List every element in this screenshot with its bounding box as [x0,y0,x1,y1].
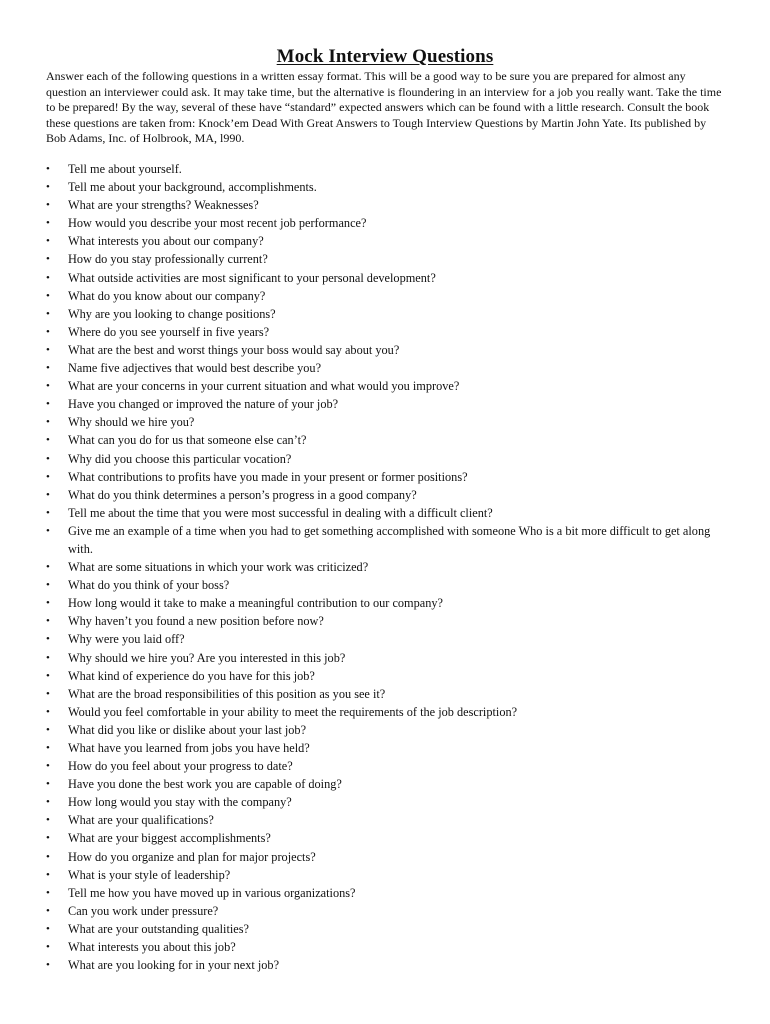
question-item [46,685,726,703]
question-text: What contributions to profits have you made in your present or former positions? [68,469,468,484]
bullet-icon: • [46,742,50,754]
bullet-icon: • [46,814,50,827]
question-item [46,395,726,413]
bullet-icon: • [46,778,50,791]
question-item [46,486,726,504]
question-list [46,160,726,974]
question-item [46,920,726,938]
question-item [46,956,726,974]
bullet-icon: • [46,850,50,863]
question-text: What are you looking for in your next job? [68,958,280,973]
question-text: What do you think determines a person’s progress in a good company? [68,487,417,502]
question-item [46,323,726,341]
bullet-icon: • [46,380,50,393]
question-text: What interests you about this job? [68,940,236,955]
bullet-icon: • [46,868,50,881]
question-text: Give me an example of a time when you had to get something accomplished with someone Who is a bit more difficult to get along with. [68,523,711,556]
question-text: What is your style of leadership? [68,867,231,882]
page-title: Mock Interview Questions [276,46,494,67]
question-item [46,450,726,468]
question-text: Why did you choose this particular vocation? [68,451,292,466]
question-text: Have you done the best work you are capable of doing? [68,777,342,792]
bullet-icon: • [46,723,50,736]
question-item [46,232,726,250]
question-item [46,287,726,305]
intro-paragraph: Answer each of the following questions in a written essay format. This will be a good way to be sure you are prepared for almost any question an interviewer could ask. It may take time, but the alternative is floundering in an interview for a job you really want. Take the time to be prepared! By the way, several of these have “standard” expected answers which can be found with a little research. Consult the book these questions are taken from: Knock’em Dead With Great Answers to Tough Interview Questions by Martin John Yate. Its published by Bob Adams, Inc. of Holbrook, MA, l990. [46,69,722,145]
question-text: What do you know about our company? [68,288,266,303]
question-text: What interests you about our company? [68,234,264,249]
question-item [46,269,726,287]
question-text: Tell me about your background, accomplishments. [68,180,317,195]
question-text: Tell me about yourself. [68,162,182,176]
question-item [46,721,726,739]
bullet-icon: • [46,651,50,664]
question-text: What are your strengths? Weaknesses? [68,198,259,213]
question-text: What are some situations in which your work was criticized? [68,560,369,575]
bullet-icon: • [46,959,50,972]
question-item [46,630,726,648]
question-text: Tell me about the time that you were most successful in dealing with a difficult client? [68,505,493,520]
question-text: What are the best and worst things your boss would say about you? [68,342,400,357]
question-text: What kind of experience do you have for this job? [68,668,315,683]
question-text: Why should we hire you? [68,415,195,430]
question-item [46,793,726,811]
question-item [46,739,726,757]
bullet-icon: • [46,886,50,899]
bullet-icon: • [46,307,50,320]
question-text: How long would it take to make a meaningful contribution to our company? [68,596,443,611]
question-item [46,377,726,395]
question-text: What are your biggest accomplishments? [68,831,271,846]
question-text: How do you stay professionally current? [68,252,268,267]
question-item [46,178,726,196]
bullet-icon: • [46,416,50,429]
question-item [46,775,726,793]
bullet-icon: • [46,506,50,519]
bullet-icon: • [46,922,50,935]
question-item [46,884,726,902]
question-item [46,649,726,667]
question-text: How do you feel about your progress to date? [68,759,293,774]
question-text: What outside activities are most significant to your personal development? [68,270,436,285]
question-item [46,468,726,486]
bullet-icon: • [46,325,50,338]
bullet-icon: • [46,941,50,954]
bullet-icon: • [46,163,50,175]
bullet-icon: • [46,253,50,266]
bullet-icon: • [46,760,50,773]
question-item [46,811,726,829]
bullet-icon: • [46,579,50,592]
question-item [46,214,726,232]
question-text: How would you describe your most recent job performance? [68,216,367,231]
question-item [46,829,726,847]
question-item [46,938,726,956]
question-item [46,160,726,178]
question-text: Why were you laid off? [68,632,185,647]
question-item [46,703,726,721]
question-text: Why are you looking to change positions? [68,306,276,321]
question-item [46,341,726,359]
bullet-icon: • [46,832,50,845]
bullet-icon: • [46,343,50,356]
bullet-icon: • [46,904,50,917]
bullet-icon: • [46,488,50,501]
question-item [46,576,726,594]
bullet-icon: • [46,434,50,447]
question-item [46,848,726,866]
question-text: Can you work under pressure? [68,903,219,918]
bullet-icon: • [46,235,50,248]
question-item [46,902,726,920]
bullet-icon: • [46,199,50,212]
bullet-icon: • [46,561,50,574]
question-item [46,305,726,323]
bullet-icon: • [46,524,50,537]
bullet-icon: • [46,362,50,375]
question-text: What are your concerns in your current situation and what would you improve? [68,379,460,394]
question-text: How do you organize and plan for major projects? [68,849,316,864]
question-text: What did you like or dislike about your last job? [68,722,307,737]
question-item [46,522,726,558]
question-item [46,667,726,685]
bullet-icon: • [46,796,50,809]
bullet-icon: • [46,289,50,302]
question-text: What do you think of your boss? [68,578,230,593]
bullet-icon: • [46,615,50,628]
question-item [46,558,726,576]
question-text: What have you learned from jobs you have held? [68,741,310,755]
question-item [46,413,726,431]
bullet-icon: • [46,217,50,230]
question-item [46,250,726,268]
question-item [46,594,726,612]
question-text: Why haven’t you found a new position before now? [68,614,324,629]
bullet-icon: • [46,687,50,700]
bullet-icon: • [46,669,50,682]
bullet-icon: • [46,633,50,646]
question-item [46,612,726,630]
bullet-icon: • [46,452,50,465]
question-text: Have you changed or improved the nature of your job? [68,397,339,412]
question-item [46,196,726,214]
question-text: Where do you see yourself in five years? [68,324,270,339]
question-item [46,359,726,377]
question-item [46,757,726,775]
question-text: Why should we hire you? Are you interested in this job? [68,650,346,665]
question-text: Would you feel comfortable in your ability to meet the requirements of the job description? [68,704,518,719]
bullet-icon: • [46,181,50,194]
question-text: What are your outstanding qualities? [68,921,249,936]
bullet-icon: • [46,271,50,284]
question-text: How long would you stay with the company? [68,795,292,810]
question-item [46,431,726,449]
question-text: What are your qualifications? [68,813,214,828]
question-text: Name five adjectives that would best describe you? [68,361,322,376]
bullet-icon: • [46,470,50,483]
question-text: What are the broad responsibilities of this position as you see it? [68,686,386,701]
bullet-icon: • [46,597,50,610]
question-item [46,866,726,884]
question-text: Tell me how you have moved up in various organizations? [68,885,356,900]
bullet-icon: • [46,398,50,411]
question-item [46,504,726,522]
question-text: What can you do for us that someone else can’t? [68,433,307,448]
bullet-icon: • [46,705,50,718]
